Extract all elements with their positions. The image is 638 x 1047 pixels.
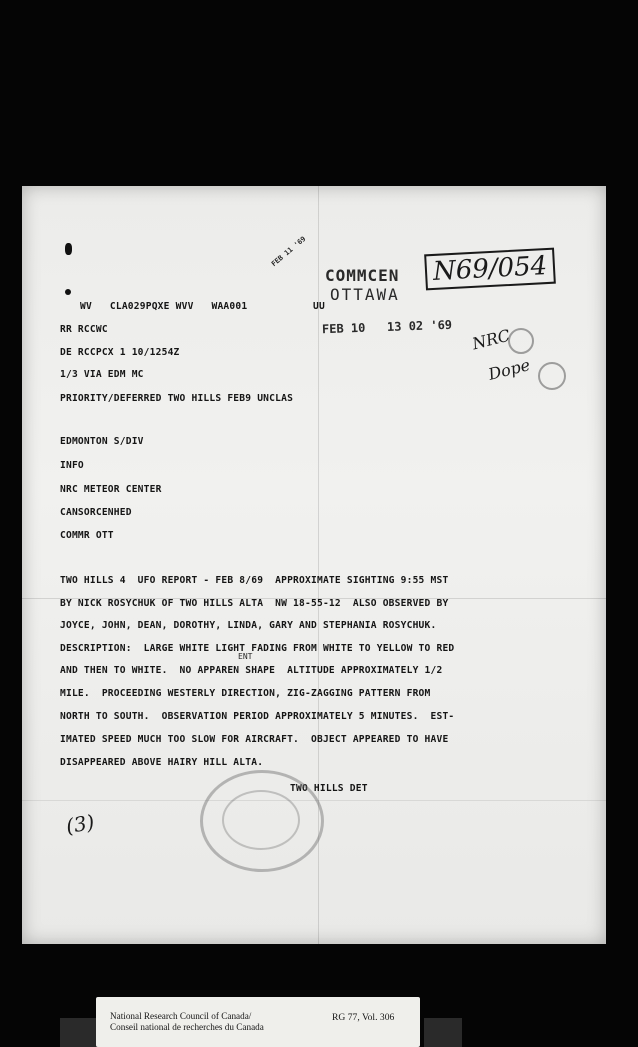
body-line: MILE. PROCEEDING WESTERLY DIRECTION, ZIG-ZAGGING PATTERN FROM bbox=[60, 688, 431, 699]
body-line: BY NICK ROSYCHUK OF TWO HILLS ALTA NW 18-55-12 ALSO OBSERVED BY bbox=[60, 598, 449, 609]
typed-correction: ENT bbox=[238, 652, 253, 661]
addressee-line: CANSORCENHED bbox=[60, 507, 132, 518]
addressee-line: EDMONTON S/DIV bbox=[60, 436, 144, 447]
archive-label-french: Conseil national de recherches du Canada bbox=[110, 1022, 264, 1032]
body-line: NORTH TO SOUTH. OBSERVATION PERIOD APPROXIMATELY 5 MINUTES. EST- bbox=[60, 711, 455, 722]
circled-number-icon bbox=[508, 328, 534, 354]
received-date-stamp: FEB 10 13 02 '69 bbox=[321, 317, 453, 337]
body-line: DISAPPEARED ABOVE HAIRY HILL ALTA. bbox=[60, 757, 264, 768]
addressee-line: COMMR OTT bbox=[60, 530, 114, 541]
archive-label-english: National Research Council of Canada/ bbox=[110, 1011, 252, 1021]
archive-reference: RG 77, Vol. 306 bbox=[332, 1012, 395, 1023]
header-precedence: UU bbox=[313, 301, 325, 312]
round-seal-inner-icon bbox=[222, 790, 300, 850]
punch-mark bbox=[65, 289, 71, 295]
header-line-1: WV CLA029PQXE WVV WAA001 bbox=[80, 301, 248, 312]
commcen-stamp: COMMCEN bbox=[325, 266, 400, 285]
page-number-annotation: (3) bbox=[64, 809, 97, 839]
film-tab-right bbox=[424, 1018, 462, 1047]
routing-annotation: NRC bbox=[470, 325, 513, 354]
film-tab-left bbox=[60, 1018, 98, 1047]
header-line-3: DE RCCPCX 1 10/1254Z bbox=[60, 347, 180, 358]
header-line-4: 1/3 VIA EDM MC bbox=[60, 369, 144, 380]
header-line-5: PRIORITY/DEFERRED TWO HILLS FEB9 UNCLAS bbox=[60, 393, 294, 404]
body-line: JOYCE, JOHN, DEAN, DOROTHY, LINDA, GARY AND STEPHANIA ROSYCHUK. bbox=[60, 620, 437, 631]
addressee-line: INFO bbox=[60, 460, 84, 471]
addressee-line: NRC METEOR CENTER bbox=[60, 484, 162, 495]
punch-mark bbox=[65, 243, 72, 255]
archive-label bbox=[96, 997, 420, 1047]
circled-number-icon bbox=[538, 362, 566, 390]
body-line: DESCRIPTION: LARGE WHITE LIGHT FADING FROM WHITE TO YELLOW TO RED bbox=[60, 643, 455, 654]
body-line: TWO HILLS 4 UFO REPORT - FEB 8/69 APPROXIMATE SIGHTING 9:55 MST bbox=[60, 575, 449, 586]
date-stamp-small: FEB 11 '69 bbox=[270, 234, 308, 269]
body-line: AND THEN TO WHITE. NO APPAREN SHAPE ALTITUDE APPROXIMATELY 1/2 bbox=[60, 665, 443, 676]
ottawa-stamp: OTTAWA bbox=[330, 285, 400, 304]
header-line-2: RR RCCWC bbox=[60, 324, 108, 335]
routing-annotation-2: Dope bbox=[486, 355, 532, 384]
body-line: IMATED SPEED MUCH TOO SLOW FOR AIRCRAFT. OBJECT APPEARED TO HAVE bbox=[60, 734, 449, 745]
file-number-stamp: N69/054 bbox=[424, 248, 556, 291]
signature-line: TWO HILLS DET bbox=[290, 783, 368, 794]
